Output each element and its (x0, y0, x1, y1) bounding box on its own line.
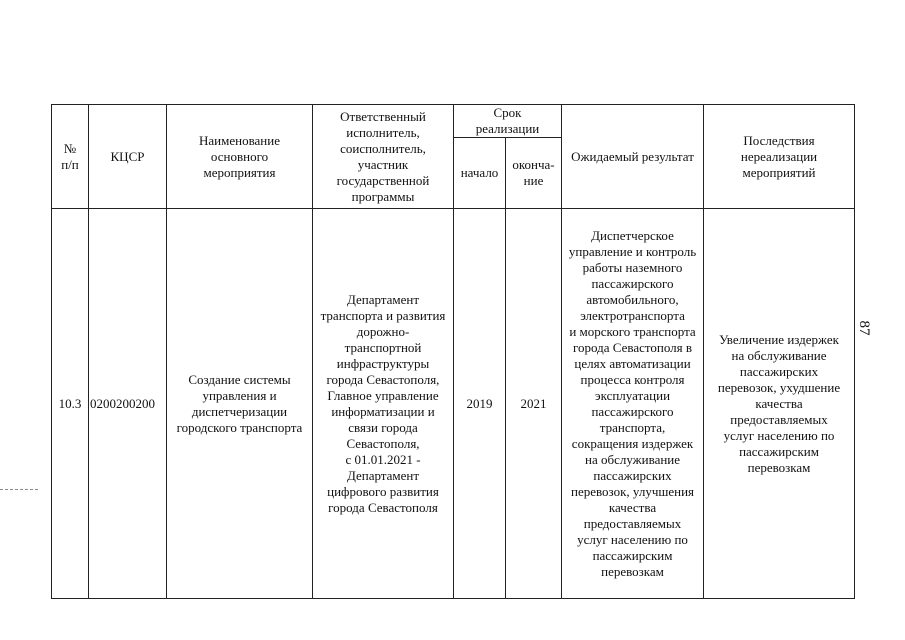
header-end: оконча- ние (506, 138, 562, 209)
header-start: начало (454, 138, 506, 209)
page-number: 87 (856, 320, 872, 336)
header-num: № п/п (52, 105, 89, 209)
header-measure-name: Наименование основного мероприятия (167, 105, 313, 209)
header-kcsr: КЦСР (89, 105, 167, 209)
header-row (52, 105, 855, 138)
program-measures-table (51, 104, 855, 599)
header-consequences: Последствия нереализации мероприятий (704, 105, 855, 209)
header-expected-result: Ожидаемый результат (562, 105, 704, 209)
cell-measure-name: Создание системы управления и диспетчеризации городского транспорта (167, 209, 313, 599)
cell-consequences: Увеличение издержек на обслуживание пассажирских перевозок, ухудшение качества предоставляемых услуг населению по пассажирским перевозкам (704, 209, 855, 599)
table-row (52, 209, 855, 599)
cell-start: 2019 (454, 209, 506, 599)
cell-num: 10.3 (52, 209, 89, 599)
header-term: Срок реализации (454, 105, 562, 138)
cell-end: 2021 (506, 209, 562, 599)
cell-responsible: Департамент транспорта и развития дорожно- транспортной инфраструктуры города Севастополя, Главное управление информатизации и связи города Севастополя, с 01.01.2021 - Департамент цифрового развития города Севастополя (313, 209, 454, 599)
margin-divider (0, 489, 38, 490)
header-responsible: Ответственный исполнитель, соисполнитель, участник государственной программы (313, 105, 454, 209)
cell-kcsr: 0200200200 (89, 209, 167, 599)
cell-expected-result: Диспетчерское управление и контроль работы наземного пассажирского автомобильного, электротранспорта и морского транспорта города Севастополя в целях автоматизации процесса контроля эксплуатации пассажирского транспорта, сокращения издержек на обслуживание пассажирских перевозок, улучшения качества предоставляемых услуг населению по пассажирским перевозкам (562, 209, 704, 599)
